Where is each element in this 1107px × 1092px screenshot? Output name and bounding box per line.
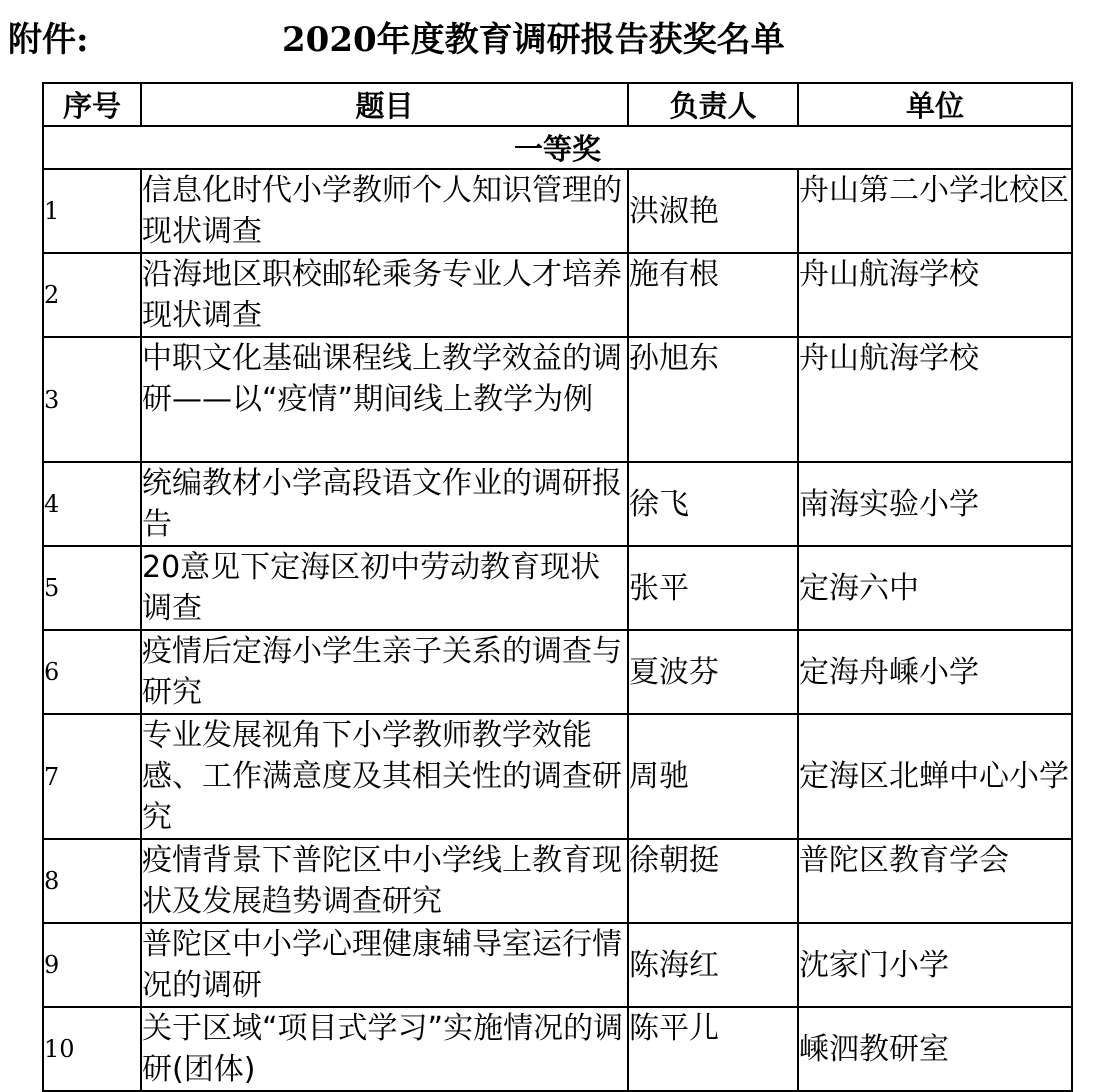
table-row: [43, 630, 1072, 714]
cell-person: 洪淑艳: [628, 169, 798, 253]
cell-title: 专业发展视角下小学教师教学效能感、工作满意度及其相关性的调查研究: [141, 714, 628, 839]
cell-number: 10: [43, 1007, 141, 1091]
cell-unit: 普陀区教育学会: [798, 839, 1072, 923]
table-row: [43, 169, 1072, 253]
cell-unit: 嵊泗教研室: [798, 1007, 1072, 1091]
cell-person: 徐朝挺: [628, 839, 798, 923]
cell-unit: 舟山航海学校: [798, 337, 1072, 462]
cell-number: 3: [43, 337, 141, 462]
cell-title: 疫情后定海小学生亲子关系的调查与研究: [141, 630, 628, 714]
cell-number: 5: [43, 546, 141, 630]
cell-number: 9: [43, 923, 141, 1007]
cell-title: 20意见下定海区初中劳动教育现状调查: [141, 546, 628, 630]
column-header-person: 负责人: [628, 83, 798, 126]
page-title: 2020年度教育调研报告获奖名单: [282, 20, 785, 60]
cell-number: 4: [43, 462, 141, 546]
table-row: [43, 714, 1072, 839]
cell-person: 陈平儿: [628, 1007, 798, 1091]
section-row: [43, 126, 1072, 169]
cell-number: 2: [43, 253, 141, 337]
cell-number: 7: [43, 714, 141, 839]
cell-title: 疫情背景下普陀区中小学线上教育现状及发展趋势调查研究: [141, 839, 628, 923]
cell-title: 信息化时代小学教师个人知识管理的现状调查: [141, 169, 628, 253]
cell-unit: 舟山第二小学北校区: [798, 169, 1072, 253]
cell-person: 徐飞: [628, 462, 798, 546]
table-row: [43, 839, 1072, 923]
table-row: [43, 546, 1072, 630]
cell-title: 中职文化基础课程线上教学效益的调研——以“疫情”期间线上教学为例: [141, 337, 628, 462]
table-row: [43, 462, 1072, 546]
cell-person: 孙旭东: [628, 337, 798, 462]
table-row: [43, 1007, 1072, 1091]
cell-number: 6: [43, 630, 141, 714]
cell-title: 沿海地区职校邮轮乘务专业人才培养现状调查: [141, 253, 628, 337]
cell-title: 关于区域“项目式学习”实施情况的调研(团体): [141, 1007, 628, 1091]
column-header-unit: 单位: [798, 83, 1072, 126]
table-row: [43, 923, 1072, 1007]
attachment-label: 附件:: [8, 20, 89, 60]
cell-person: 夏波芬: [628, 630, 798, 714]
cell-person: 陈海红: [628, 923, 798, 1007]
cell-title: 普陀区中小学心理健康辅导室运行情况的调研: [141, 923, 628, 1007]
cell-unit: 舟山航海学校: [798, 253, 1072, 337]
table-header-row: [43, 83, 1072, 126]
cell-number: 8: [43, 839, 141, 923]
column-header-number: 序号: [43, 83, 141, 126]
cell-number: 1: [43, 169, 141, 253]
cell-person: 张平: [628, 546, 798, 630]
table-row: [43, 253, 1072, 337]
column-header-title: 题目: [141, 83, 628, 126]
cell-unit: 沈家门小学: [798, 923, 1072, 1007]
cell-person: 周驰: [628, 714, 798, 839]
cell-person: 施有根: [628, 253, 798, 337]
cell-unit: 定海六中: [798, 546, 1072, 630]
cell-title: 统编教材小学高段语文作业的调研报告: [141, 462, 628, 546]
cell-unit: 定海舟嵊小学: [798, 630, 1072, 714]
award-table: [42, 82, 1073, 1092]
section-heading: 一等奖: [43, 126, 1072, 169]
table-row: [43, 337, 1072, 462]
cell-unit: 定海区北蝉中心小学: [798, 714, 1072, 839]
cell-unit: 南海实验小学: [798, 462, 1072, 546]
